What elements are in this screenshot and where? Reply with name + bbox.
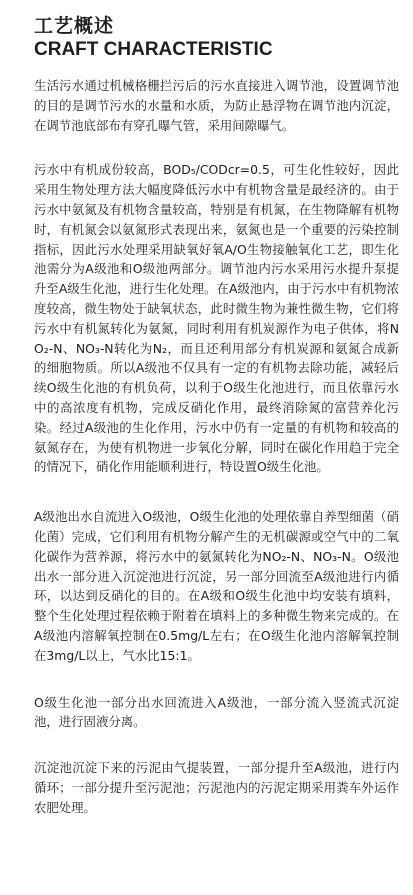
paragraph-intake: 生活污水通过机械格栅拦污后的污水直接进入调节池，设置调节池的目的是调节污水的水量和水质，为防止悬浮物在调节池内沉淀，在调节池底部布有穿孔曝气管，采用间隙曝气。: [34, 78, 399, 133]
paragraph-ao-process: 污水中有机成份较高，BOD₅/CODcr=0.5，可生化性较好，因此采用生物处理方法大幅度降低污水中有机物含量是最经济的。由于污水中氨氮及有机物含量较高，特别是有机氮，在生物降解有机物时，有机氮会以氨氮形式表现出来，氨氮也是一个重要的污染控制指标，因此污水处理采用缺氧好氧A/O生物接触氧化工艺，即生化池需分为A级池和O级池两部分。调节池内污水采用污水提升泵提升至A级生化池，进行生化处理。在A级池内，由于污水中有机物浓度较高，微生物处于缺氧状态，此时微生物为兼性微生物，它们将污水中有机氮转化为氨氮，同时利用有机炭源作为电子供体，将NO₂-N、NO₃-N转化为N₂，而且还利用部分有机炭源和氨氮合成新的细胞物质。所以A级池不仅具有一定的有机物去除功能，减轻后续O级生化池的有机负荷，以利于O级生化池进行，而且依靠污水中的高浓度有机物，完成反硝化作用，最终消除氮的富营养化污染。经过A级池的生化作用，污水中仍有一定量的有机物和较高的氨氮存在，为使有机物进一步氧化分解，同时在碳化作用趋于完全的情况下，硝化作用能顺利进行，特设置O级生化池。: [34, 162, 399, 475]
paragraph-sludge: 沉淀池沉淀下来的污泥由气提装置，一部分提升至A级池，进行内循环；一部分提升至污泥池；污泥池内的污泥定期采用粪车外运作农肥处理。: [34, 760, 399, 815]
paragraph-o-tank: A级池出水自流进入O级池，O级生化池的处理依靠自养型细菌（硝化菌）完成，它们利用有机物分解产生的无机碳源或空气中的二氧化碳作为营养源，将污水中的氨氮转化为NO₂-N、NO₃-N。O级池出水一部分进入沉淀池进行沉淀，另一部分回流至A级池进行内循环，以达到反硝化的目的。在A级和O级生化池中均安装有填料，整个生化处理过程依赖于附着在填料上的多种微生物来完成的。在A级池内溶解氧控制在0.5mg/L左右；在O级生化池内溶解氧控制在3mg/L以上，气水比15:1。: [34, 509, 399, 663]
title-english: CRAFT CHARACTERISTIC: [34, 39, 273, 60]
title-chinese: 工艺概述: [34, 15, 115, 37]
paragraph-return-flow: O级生化池一部分出水回流进入A级池，一部分流入竖流式沉淀池，进行固液分离。: [34, 694, 399, 730]
